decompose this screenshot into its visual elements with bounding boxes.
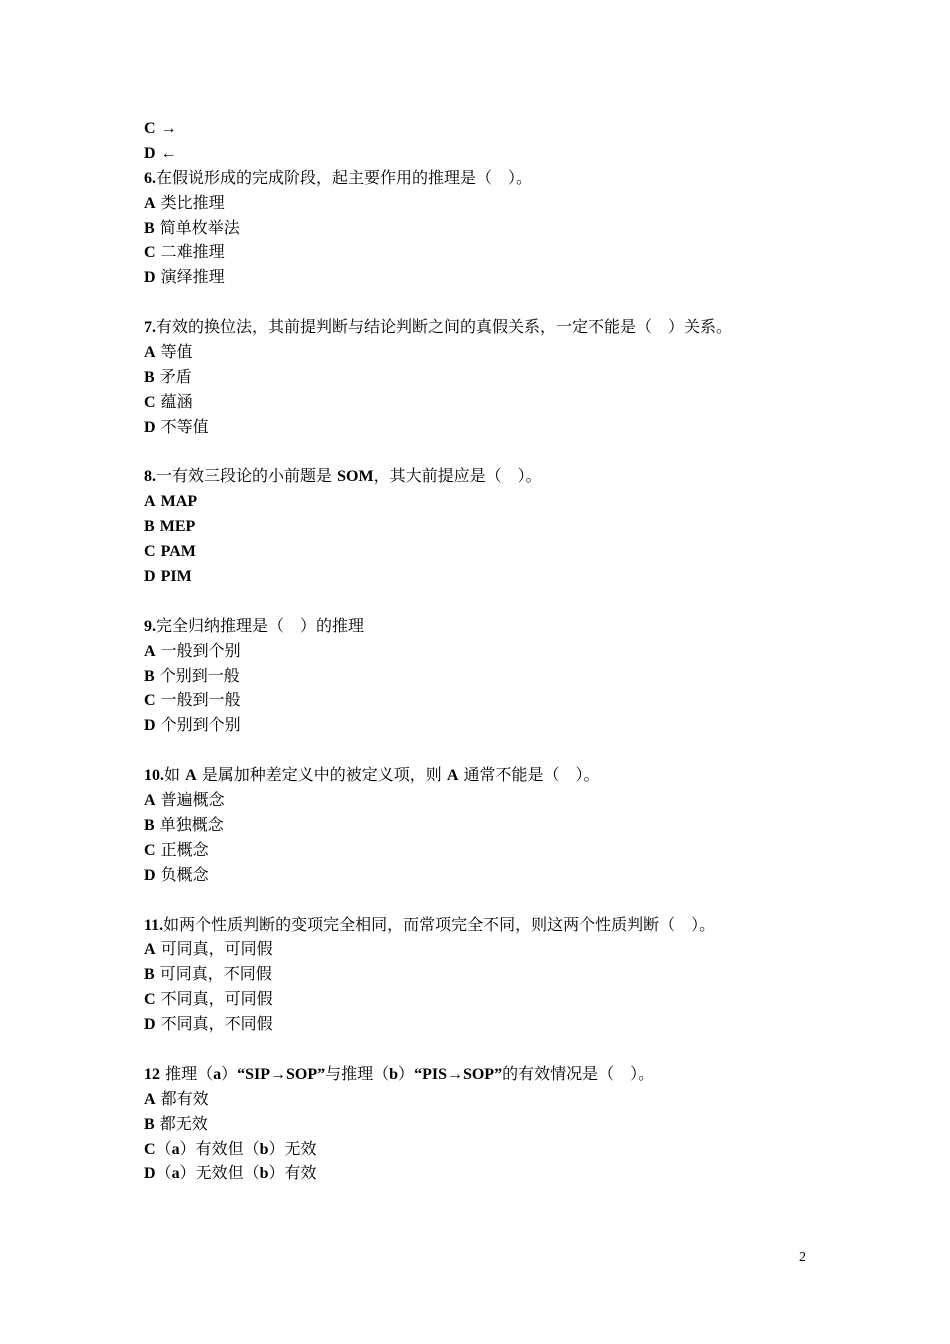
option-text: ）无效但（: [179, 1163, 260, 1183]
option-line: [144, 863, 824, 888]
option-line: [144, 116, 824, 141]
option-text: 一般到个别: [160, 640, 241, 660]
option-letter: B: [144, 667, 155, 685]
option-letter: D: [144, 568, 156, 586]
option-text: MEP: [159, 518, 196, 536]
option-letter: C: [144, 1140, 156, 1158]
option-letter: A: [144, 194, 156, 212]
option-line: [144, 664, 824, 689]
option-line: [144, 713, 824, 738]
option-term: a: [171, 1165, 180, 1183]
option-letter: C: [144, 543, 156, 561]
option-term: a: [171, 1140, 180, 1158]
option-text: 不同真，不同假: [160, 1014, 273, 1034]
question-stem: [144, 464, 824, 489]
option-letter: C: [144, 991, 156, 1009]
option-text: 个别到个别: [160, 715, 241, 735]
option-text: 可同真，可同假: [160, 939, 273, 959]
question-term: A: [446, 767, 459, 785]
question-text: ）: [221, 1063, 238, 1083]
option-text: PAM: [160, 543, 196, 561]
option-letter: C: [144, 393, 156, 411]
option-line: [144, 813, 824, 838]
option-letter: B: [144, 966, 155, 984]
option-text: 等值: [160, 342, 193, 362]
question-text: 的有效情况是（ ）。: [502, 1063, 655, 1083]
option-text: （: [155, 1163, 172, 1183]
option-text: ）无效: [268, 1138, 317, 1158]
option-text: PIM: [160, 568, 192, 586]
question-term: SOM: [337, 468, 374, 486]
question-text: 一有效三段论的小前题是: [156, 466, 333, 486]
option-line: [144, 141, 824, 166]
option-text: 都无效: [159, 1113, 208, 1133]
option-text: 负概念: [160, 864, 209, 884]
question-text: 有效的换位法，其前提判断与结论判断之间的真假关系，一定不能是（ ）关系。: [156, 317, 733, 337]
question-text: 推理（: [160, 1063, 214, 1083]
option-line: [144, 191, 824, 216]
option-line: [144, 1087, 824, 1112]
option-letter: D: [144, 1165, 156, 1183]
question-text: 与推理（: [325, 1063, 390, 1083]
spacer: [144, 589, 824, 614]
option-line: [144, 240, 824, 265]
option-letter: D: [144, 418, 156, 436]
option-line: [144, 539, 824, 564]
option-text: 普遍概念: [160, 790, 225, 810]
option-text: 简单枚举法: [159, 217, 240, 237]
option-text: 单独概念: [159, 814, 224, 834]
option-text: 蕴涵: [160, 391, 193, 411]
question-stem: [144, 315, 824, 340]
question-stem: [144, 1062, 824, 1087]
question-term: a: [213, 1065, 222, 1083]
option-text: MAP: [160, 493, 198, 511]
option-text: 不同真，可同假: [160, 989, 273, 1009]
question-number: 9.: [144, 617, 156, 635]
option-letter: C: [144, 244, 156, 262]
option-letter: B: [144, 1115, 155, 1133]
option-line: [144, 1161, 824, 1186]
option-letter: C: [144, 841, 156, 859]
spacer: [144, 1037, 824, 1062]
question-text: ）: [398, 1063, 415, 1083]
question-stem: [144, 166, 824, 191]
option-text: 不等值: [160, 416, 209, 436]
option-letter: C: [144, 692, 156, 710]
spacer: [144, 738, 824, 763]
option-line: [144, 987, 824, 1012]
question-number: 8.: [144, 468, 156, 486]
option-text: ←: [160, 144, 177, 162]
option-letter: C: [144, 120, 156, 137]
option-text: 一般到一般: [160, 690, 241, 710]
option-text: →: [160, 120, 177, 137]
question-stem: [144, 614, 824, 639]
option-letter: D: [144, 1016, 156, 1034]
question-number: 11.: [144, 916, 164, 934]
option-letter: A: [144, 792, 156, 810]
question-text: ，其大前提应是（ ）。: [373, 466, 542, 486]
option-letter: B: [144, 368, 155, 386]
option-letter: A: [144, 493, 156, 511]
question-number: 6.: [144, 169, 156, 187]
question-text: 在假说形成的完成阶段，起主要作用的推理是（ ）。: [156, 167, 533, 187]
option-line: [144, 639, 824, 664]
option-text: 个别到一般: [159, 665, 240, 685]
option-letter: B: [144, 219, 155, 237]
option-letter: B: [144, 518, 155, 536]
option-text: 正概念: [160, 839, 209, 859]
question-number: 10.: [144, 767, 164, 785]
question-term: b: [389, 1065, 399, 1083]
question-stem: [144, 913, 824, 938]
option-line: [144, 365, 824, 390]
option-text: 类比推理: [160, 192, 225, 212]
question-number: 7.: [144, 319, 156, 337]
question-term: A: [185, 767, 197, 785]
option-line: [144, 415, 824, 440]
question-list: [144, 116, 824, 1186]
option-line: [144, 937, 824, 962]
option-line: [144, 1012, 824, 1037]
spacer: [144, 440, 824, 465]
question-stem: [144, 763, 824, 788]
option-letter: B: [144, 816, 155, 834]
option-term: b: [259, 1140, 269, 1158]
option-text: 二难推理: [160, 242, 225, 262]
option-text: （: [155, 1138, 172, 1158]
option-line: [144, 390, 824, 415]
option-letter: D: [144, 269, 156, 287]
spacer: [144, 290, 824, 315]
option-line: [144, 564, 824, 589]
option-letter: D: [144, 717, 156, 735]
option-text: ）有效但（: [179, 1138, 260, 1158]
option-line: [144, 688, 824, 713]
page-number: 2: [799, 1250, 806, 1265]
option-text: ）有效: [268, 1163, 317, 1183]
question-text: 完全归纳推理是（ ）的推理: [156, 615, 365, 635]
option-line: [144, 838, 824, 863]
option-letter: A: [144, 642, 156, 660]
option-term: b: [259, 1165, 269, 1183]
option-line: [144, 340, 824, 365]
spacer: [144, 888, 824, 913]
option-line: [144, 265, 824, 290]
option-text: 都有效: [160, 1088, 209, 1108]
question-term: “PIS→SOP”: [414, 1065, 503, 1083]
option-line: [144, 514, 824, 539]
option-text: 可同真，不同假: [159, 964, 272, 984]
option-line: [144, 962, 824, 987]
option-letter: A: [144, 941, 156, 959]
option-line: [144, 788, 824, 813]
option-letter: D: [144, 866, 156, 884]
option-text: 演绎推理: [160, 267, 225, 287]
question-text: 如两个性质判断的变项完全相同，而常项完全不同，则这两个性质判断（ ）。: [163, 914, 716, 934]
option-text: 矛盾: [159, 366, 192, 386]
option-line: [144, 1112, 824, 1137]
option-letter: A: [144, 344, 156, 362]
option-line: [144, 1137, 824, 1162]
question-text: 是属加种差定义中的被定义项，则: [201, 765, 442, 785]
question-text: 通常不能是（ ）。: [463, 765, 600, 785]
question-term: “SIP→SOP”: [237, 1065, 326, 1083]
option-letter: D: [144, 144, 156, 162]
question-number: 12: [144, 1065, 160, 1083]
question-text: 如: [164, 765, 181, 785]
option-line: [144, 216, 824, 241]
option-letter: A: [144, 1090, 156, 1108]
option-line: [144, 489, 824, 514]
